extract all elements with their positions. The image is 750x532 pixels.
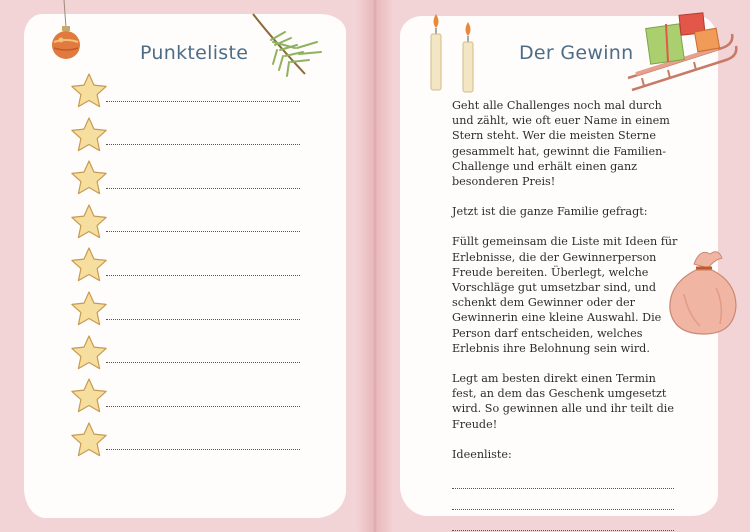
star-icon: [70, 334, 108, 372]
points-row: [70, 332, 300, 376]
idea-line[interactable]: [452, 468, 674, 489]
points-row: [70, 114, 300, 158]
name-line[interactable]: [106, 144, 300, 145]
ornament-icon: [50, 0, 90, 66]
star-icon: [70, 203, 108, 241]
prize-text: [452, 98, 682, 531]
star-icon: [70, 290, 108, 328]
ideas-label: Ideenliste:: [452, 447, 512, 461]
name-line[interactable]: [106, 231, 300, 232]
page-title: Der Gewinn: [519, 42, 634, 64]
idea-line[interactable]: [452, 510, 674, 531]
paragraph: Legt am besten direkt einen Termin fest, an dem das Geschenk umgesetzt wird. So gewinnen alle und ihr teilt die Freude!: [452, 372, 674, 431]
name-line[interactable]: [106, 406, 300, 407]
paragraph: Geht alle Challenges noch mal durch und zählt, wie oft euer Name in einem Stern steht. Wer die meisten Sterne gesammelt hat, gewinnt die Familien-Challenge und erhält einen ganz besonderen Preis!: [452, 99, 670, 189]
name-line[interactable]: [106, 449, 300, 450]
page-title: Punkteliste: [140, 42, 249, 64]
name-line[interactable]: [106, 275, 300, 276]
paragraph: Jetzt ist die ganze Familie gefragt:: [452, 205, 648, 219]
name-line[interactable]: [106, 362, 300, 363]
star-icon: [70, 246, 108, 284]
points-row: [70, 70, 300, 114]
name-line[interactable]: [106, 319, 300, 320]
points-row: [70, 288, 300, 332]
name-line[interactable]: [106, 188, 300, 189]
star-icon: [70, 377, 108, 415]
points-row: [70, 419, 300, 463]
book-gutter: [356, 0, 394, 532]
star-icon: [70, 159, 108, 197]
paragraph: Füllt gemeinsam die Liste mit Ideen für Erlebnisse, die der Gewinnerperson Freude bereiten. Überlegt, welche Vorschläge gut umsetzbar sind, und schenkt dem Gewinner oder der Gewinnerin eine kleine Auswahl. Die Person darf entscheiden, welches Erlebnis ihre Belohnung sein wird.: [452, 235, 678, 355]
points-list: [70, 70, 300, 462]
candle-icon: [427, 12, 445, 92]
gift-sack-icon: [664, 244, 740, 338]
name-line[interactable]: [106, 101, 300, 102]
candle-icon: [459, 20, 477, 94]
points-row: [70, 244, 300, 288]
points-row: [70, 375, 300, 419]
points-row: [70, 157, 300, 201]
star-icon: [70, 421, 108, 459]
idea-line[interactable]: [452, 489, 674, 510]
sled-with-gifts-icon: [622, 8, 740, 98]
star-icon: [70, 116, 108, 154]
points-row: [70, 201, 300, 245]
star-icon: [70, 72, 108, 110]
